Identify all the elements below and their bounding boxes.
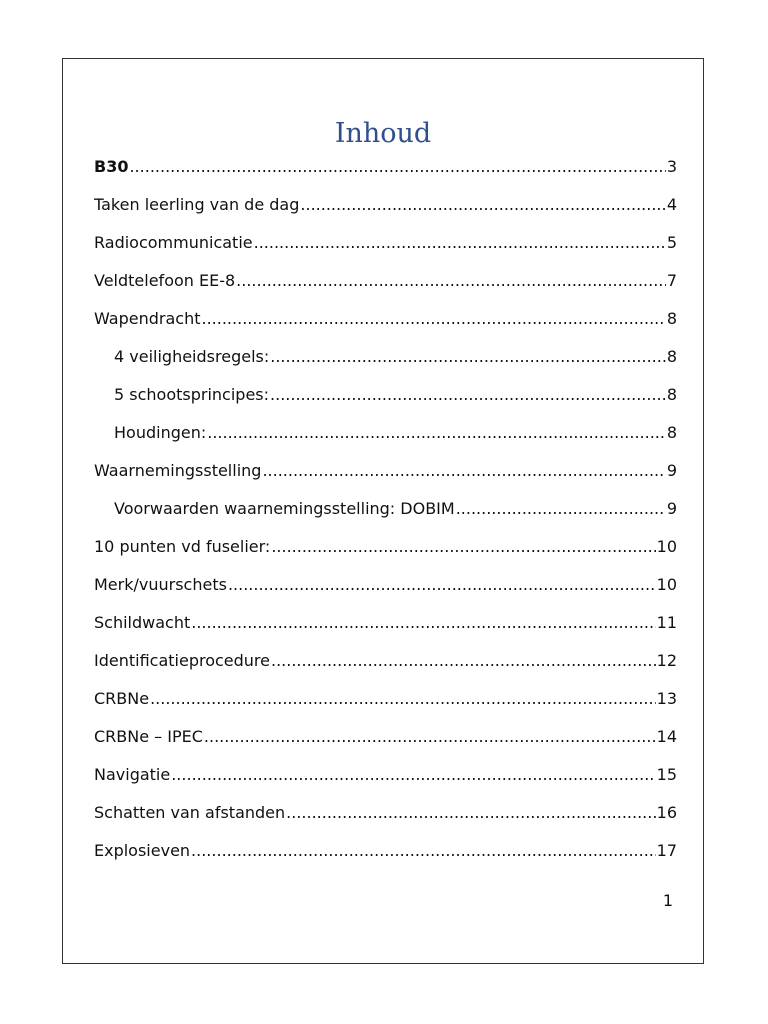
toc-entry-page: 14 — [656, 727, 677, 746]
toc-entry[interactable] — [94, 419, 677, 457]
toc-dot-leader — [228, 571, 656, 599]
toc-entry-page: 5 — [666, 233, 677, 252]
toc-dot-leader — [456, 495, 666, 523]
toc-dot-leader — [270, 381, 666, 409]
toc-entry-page: 11 — [656, 613, 677, 632]
toc-entry-page: 13 — [656, 689, 677, 708]
toc-entry-page: 4 — [666, 195, 677, 214]
toc-entry-page: 8 — [666, 347, 677, 366]
toc-entry-page: 8 — [666, 423, 677, 442]
toc-entry[interactable] — [94, 229, 677, 267]
toc-entry-title: Merk/vuurschets — [94, 575, 227, 594]
toc-entry[interactable] — [94, 267, 677, 305]
toc-entry-title: Radiocommunicatie — [94, 233, 253, 252]
toc-dot-leader — [171, 761, 655, 789]
toc-dot-leader — [271, 533, 655, 561]
toc-entry-page: 10 — [656, 575, 677, 594]
toc-entry-title: CRBNe — [94, 689, 150, 708]
toc-entry-title: Schatten van afstanden — [94, 803, 286, 822]
toc-entry-title: Explosieven — [94, 841, 191, 860]
toc-entry[interactable] — [94, 609, 677, 647]
toc-dot-leader — [236, 267, 666, 295]
toc-entry-title: CRBNe – IPEC — [94, 727, 203, 746]
toc-entry[interactable] — [94, 495, 677, 533]
toc-dot-leader — [191, 609, 655, 637]
toc-entry-page: 17 — [656, 841, 677, 860]
toc-entry-title: B30 — [94, 157, 129, 176]
toc-dot-leader — [286, 799, 655, 827]
toc-entry[interactable] — [94, 153, 677, 191]
toc-entry[interactable] — [94, 723, 677, 761]
toc-entry[interactable] — [94, 685, 677, 723]
toc-entry-page: 15 — [656, 765, 677, 784]
table-of-contents — [94, 153, 677, 875]
toc-entry-title: Taken leerling van de dag — [94, 195, 300, 214]
toc-entry-page: 10 — [656, 537, 677, 556]
toc-entry-title: Wapendracht — [94, 309, 201, 328]
toc-dot-leader — [191, 837, 656, 865]
toc-entry-page: 8 — [666, 309, 677, 328]
toc-entry-title: Houdingen: — [114, 423, 207, 442]
toc-entry-page: 16 — [656, 803, 677, 822]
toc-entry[interactable] — [94, 457, 677, 495]
toc-entry[interactable] — [94, 533, 677, 571]
toc-entry[interactable] — [94, 837, 677, 875]
toc-entry-page: 8 — [666, 385, 677, 404]
toc-entry[interactable] — [94, 647, 677, 685]
toc-dot-leader — [129, 153, 665, 181]
toc-entry-title: Schildwacht — [94, 613, 191, 632]
toc-entry-title: Navigatie — [94, 765, 171, 784]
toc-dot-leader — [202, 305, 666, 333]
toc-dot-leader — [150, 685, 656, 713]
toc-dot-leader — [300, 191, 665, 219]
toc-entry[interactable] — [94, 343, 677, 381]
toc-entry-title: Voorwaarden waarnemingsstelling: DOBIM — [114, 499, 455, 518]
toc-entry-page: 9 — [666, 461, 677, 480]
page-number: 1 — [662, 891, 673, 910]
toc-entry-title: 10 punten vd fuselier: — [94, 537, 271, 556]
toc-entry-title: Waarnemingsstelling — [94, 461, 262, 480]
toc-entry[interactable] — [94, 799, 677, 837]
toc-entry[interactable] — [94, 191, 677, 229]
toc-entry[interactable] — [94, 761, 677, 799]
toc-entry-page: 12 — [656, 651, 677, 670]
toc-dot-leader — [204, 723, 656, 751]
toc-entry-title: Identificatieprocedure — [94, 651, 270, 670]
toc-dot-leader — [262, 457, 665, 485]
toc-dot-leader — [207, 419, 666, 447]
toc-entry-page: 3 — [666, 157, 677, 176]
toc-entry-page: 9 — [666, 499, 677, 518]
toc-dot-leader — [254, 229, 666, 257]
toc-title: Inhoud — [334, 118, 432, 149]
toc-entry[interactable] — [94, 571, 677, 609]
toc-entry-title: Veldtelefoon EE-8 — [94, 271, 236, 290]
toc-entry[interactable] — [94, 305, 677, 343]
toc-entry-title: 5 schootsprincipes: — [114, 385, 270, 404]
document-page — [62, 58, 704, 964]
toc-dot-leader — [270, 343, 666, 371]
toc-dot-leader — [271, 647, 656, 675]
toc-entry-title: 4 veiligheidsregels: — [114, 347, 270, 366]
toc-entry-page: 7 — [666, 271, 677, 290]
toc-entry[interactable] — [94, 381, 677, 419]
